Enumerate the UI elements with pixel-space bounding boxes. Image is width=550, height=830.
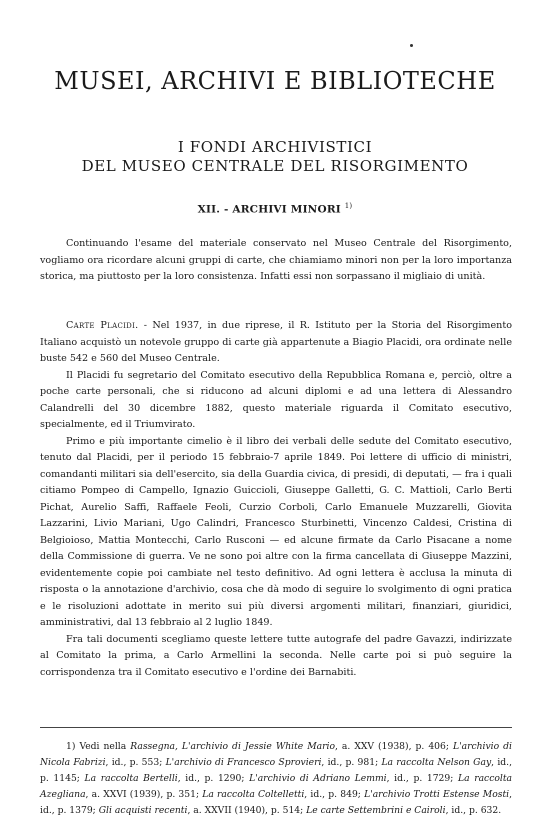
placidi-heading: Carte Placidi. <box>66 320 139 331</box>
placidi-paragraph-4: Fra tali documenti scegliamo queste lettere tutte autografe del padre Gavazzi, indirizzate al Comitato la prima, a Carlo Armellini la seconda. Nelle carte poi si può seguire la corrispondenza tra il Comitato esecutivo e l'ordine dei Barnabiti. <box>40 633 512 678</box>
footnote-marker: 1) <box>344 202 353 210</box>
print-mark <box>410 44 413 47</box>
article-subtitle <box>0 202 550 216</box>
footnote-text: , id., p. 1290; <box>177 773 250 784</box>
footnote-title: L'archivio Trotti Estense Mosti <box>364 789 510 800</box>
footnote-text: , id., p. 1379; <box>40 789 513 816</box>
footnote-title: Le carte Settembrini e Cairoli <box>306 805 446 816</box>
footnote-text: , a. XXVI (1939), p. 351; <box>85 789 203 800</box>
footnote <box>40 739 512 819</box>
footnote-mark: 1) <box>66 741 76 752</box>
footnote-text: , id., p. 849; <box>304 789 365 800</box>
section-heading: MUSEI, ARCHIVI E BIBLIOTECHE <box>54 67 496 95</box>
footnote-title: L'archivio di Nicola Fabrizi <box>40 741 512 768</box>
footnote-text: , id., p. 1729; <box>386 773 458 784</box>
footnote-rule <box>40 727 512 728</box>
subtitle-text: XII. - ARCHIVI MINORI <box>197 203 341 216</box>
footnote-text: , a. XXV (1938), p. 406; <box>335 741 453 752</box>
article-title-line-1: I FONDI ARCHIVISTICI <box>177 138 373 156</box>
intro-paragraph: Continuando l'esame del materiale conservato nel Museo Centrale del Risorgimento, vogliamo ora ricordare alcuni gruppi di carte, che chiamiamo minori non per la loro importanza storica, ma piuttosto per la loro consistenza. Infatti essi non sorpassano il migliaio di unità. <box>40 238 512 282</box>
footnote-title: Rassegna, L'archivio di Jessie White Mario <box>130 741 335 752</box>
footnote-title: Gli acquisti recenti <box>98 805 188 816</box>
article-title-line-2: DEL MUSEO CENTRALE DEL RISORGIMENTO <box>81 157 469 175</box>
footnote-text: , id., p. 981; <box>321 757 382 768</box>
placidi-block <box>40 318 512 681</box>
footnote-title: La raccolta Nelson Gay <box>381 757 492 768</box>
footnote-paragraph <box>40 739 512 819</box>
placidi-paragraph-3: Primo e più importante cimelio è il libro dei verbali delle sedute del Comitato esecutivo, tenuto dal Placidi, per il periodo 15 febbraio-7 aprile 1849. Poi lettere di ufficio di ministri, comandanti militari sia dell'esercito, sia della Guardia civica, di presidi, di deputati, — fra i quali citiamo Pompeo di Campello, Ignazio Guiccioli, Giuseppe Galletti, G. C. Mattioli, Carlo Berti Pichat, Aurelio Saffi, Raffaele Feoli, Curzio Corboli, Carlo Emanuele Muzzarelli, Giovita Lazzarini, Livio Mariani, Ugo Calindri, Francesco Sturbinetti, Vincenzo Caldesi, Cristina di Belgioioso, Mattia Montecchi, Carlo Rusconi — ed alcune firmate da Carlo Pisacane a nome della Commissione di guerra. Ve ne sono poi altre con la firma cancellata di Giuseppe Mazzini, evidentemente copie poi cambiate nel testo definitivo. Ad ogni lettera è acclusa la minuta di risposta o la annotazione d'archivio, cosa che dà modo di seguire lo svolgimento di ogni pratica e le risoluzioni adottate in merito sui più diversi argomenti militari, finanziari, giuridici, amministrativi, dal 13 febbraio al 2 luglio 1849. <box>40 435 512 628</box>
footnote-title: La raccolta Bertelli <box>84 773 178 784</box>
placidi-paragraph-2: Il Placidi fu segretario del Comitato esecutivo della Repubblica Romana e, perciò, oltre a poche carte personali, che si riducono ad alcuni diplomi e ad una lettera di Alessandro Calandrelli del 30 dicembre 1882, questo materiale riguarda il Comitato esecutivo, specialmente, ed il Triumvirato. <box>40 369 512 430</box>
footnote-text: , id., p. 553; <box>105 757 166 768</box>
placidi-paragraph-1 <box>40 318 512 368</box>
footnote-text: , id., p. 1145; <box>40 757 512 784</box>
footnote-text: , id., p. 632. <box>445 805 502 816</box>
footnote-title: La raccolta Coltelletti <box>202 789 305 800</box>
footnote-text: Vedi nella <box>75 741 131 752</box>
intro-block <box>40 236 512 286</box>
footnote-title: L'archivio di Adriano Lemmi <box>249 773 387 784</box>
footnote-title: L'archivio di Francesco Sprovieri <box>165 757 322 768</box>
placidi-paragraph-1-text: - Nel 1937, in due riprese, il R. Istituto per la Storia del Risorgimento Italiano acquistò un notevole gruppo di carte già appartenute a Biagio Placidi, ora ordinate nelle buste 542 e 560 del Museo Centrale. <box>40 320 512 364</box>
footnote-text: , a. XXVII (1940), p. 514; <box>187 805 307 816</box>
footnote-title: La raccolta Azegliana <box>40 773 512 800</box>
